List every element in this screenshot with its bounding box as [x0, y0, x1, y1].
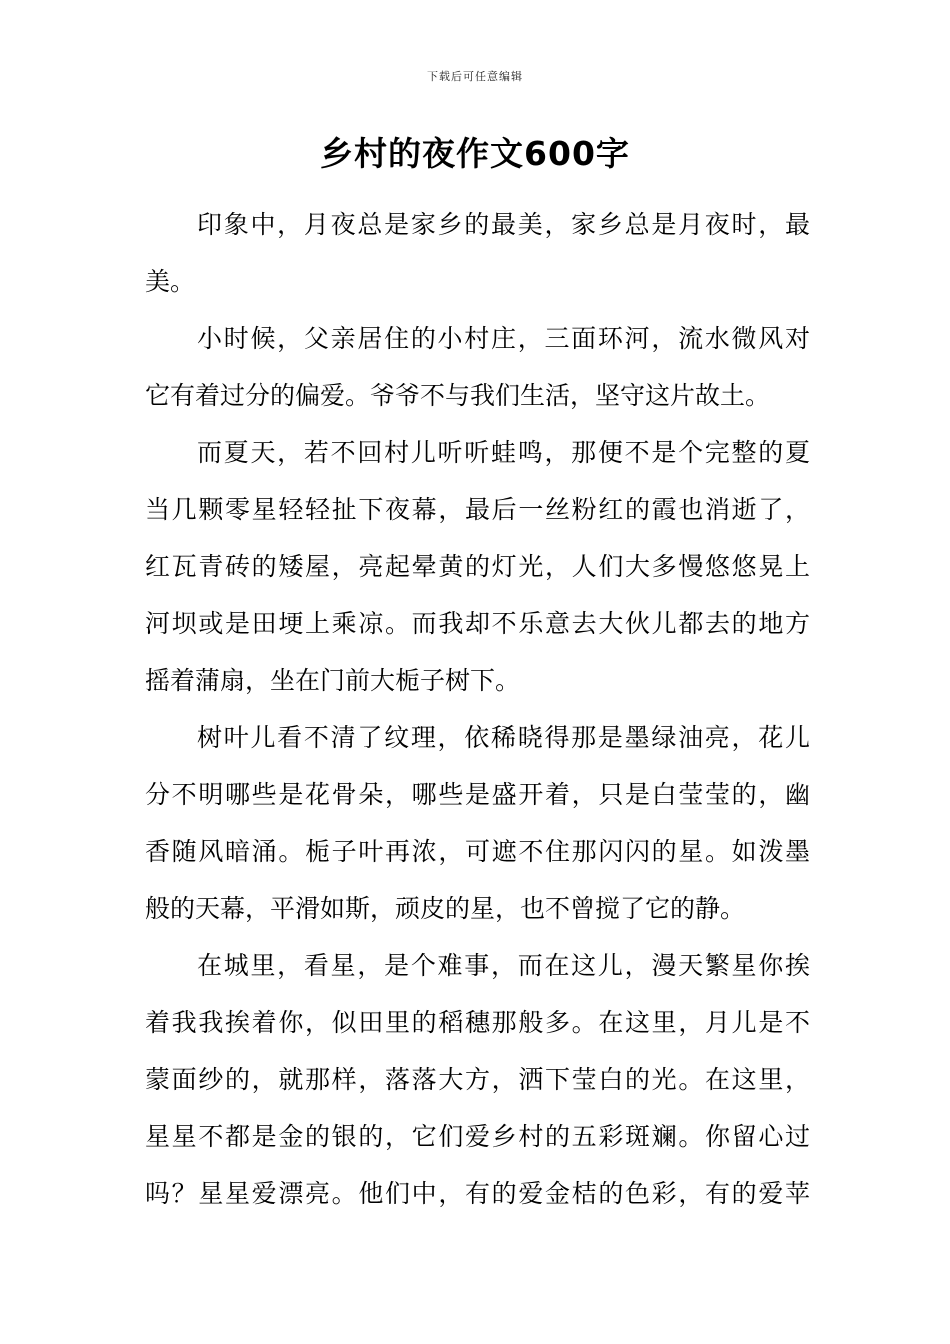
essay-line: 小时候，父亲居住的小村庄，三面环河，流水微风对: [197, 324, 810, 353]
essay-line: 河坝或是田埂上乘凉。而我却不乐意去大伙儿都去的地方: [145, 609, 810, 638]
essay-line: 它有着过分的偏爱。爷爷不与我们生活，坚守这片故土。: [145, 381, 771, 410]
essay-line: 美。: [145, 267, 196, 296]
essay-line: 蒙面纱的，就那样，落落大方，洒下莹白的光。在这里，: [145, 1065, 810, 1094]
essay-line: 当几颗零星轻轻扯下夜幕，最后一丝粉红的霞也消逝了，: [145, 495, 810, 524]
essay-line: 印象中，月夜总是家乡的最美，家乡总是月夜时，最: [197, 210, 810, 239]
essay-body: [145, 196, 810, 1222]
essay-line: 香随风暗涌。栀子叶再浓，可遮不住那闪闪的星。如泼墨: [145, 837, 810, 866]
essay-line: 吗？星星爱漂亮。他们中，有的爱金桔的色彩，有的爱苹: [145, 1179, 810, 1208]
document-title: 乡村的夜作文600字: [320, 134, 630, 173]
essay-line: 星星不都是金的银的，它们爱乡村的五彩斑斓。你留心过: [145, 1122, 810, 1151]
header-note: 下载后可任意编辑: [427, 70, 523, 83]
essay-line: 般的天幕，平滑如斯，顽皮的星，也不曾搅了它的静。: [145, 894, 746, 923]
essay-line: 红瓦青砖的矮屋，亮起晕黄的灯光，人们大多慢悠悠晃上: [145, 552, 810, 581]
essay-line: 分不明哪些是花骨朵，哪些是盛开着，只是白莹莹的，幽: [145, 780, 810, 809]
essay-line: 在城里，看星，是个难事，而在这儿，漫天繁星你挨: [197, 951, 810, 980]
essay-line: 着我我挨着你，似田里的稻穗那般多。在这里，月儿是不: [145, 1008, 810, 1037]
essay-line: 摇着蒲扇，坐在门前大栀子树下。: [145, 666, 521, 695]
essay-line: 而夏天，若不回村儿听听蛙鸣，那便不是个完整的夏: [197, 438, 810, 467]
essay-line: 树叶儿看不清了纹理，依稀晓得那是墨绿油亮，花儿: [197, 723, 810, 752]
